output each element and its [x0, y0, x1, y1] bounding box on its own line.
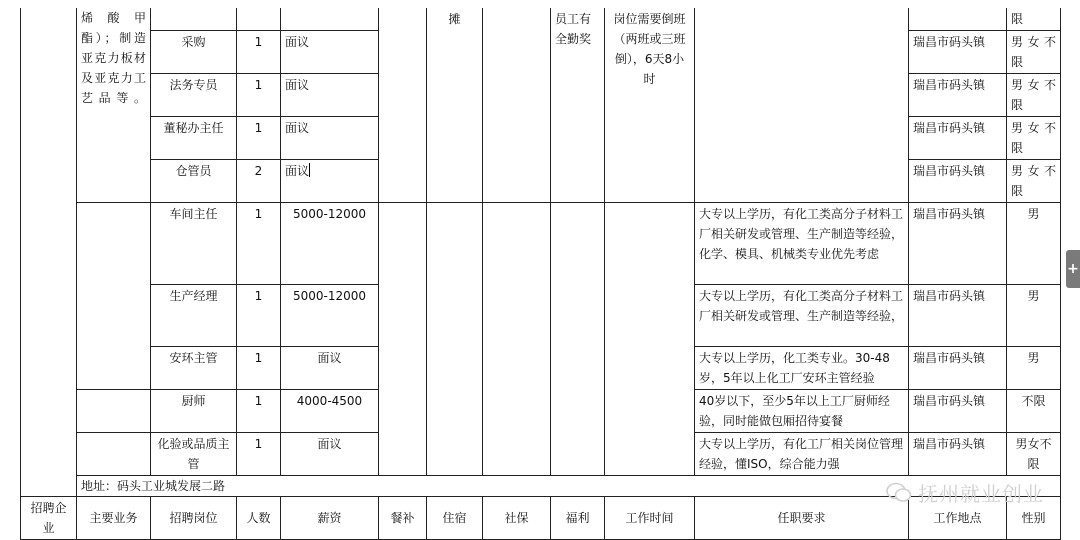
- count-cell: 1: [237, 203, 281, 285]
- header-worktime: 工作时间: [605, 497, 695, 540]
- gender-cell: 限: [1007, 8, 1061, 31]
- location-cell: 瑞昌市码头镇: [909, 31, 1007, 74]
- salary-cell: 面议: [281, 117, 379, 160]
- location-cell: 瑞昌市码头镇: [909, 74, 1007, 117]
- header-company: 招聘企业: [21, 497, 77, 540]
- position-cell: 车间主任: [151, 203, 237, 285]
- count-cell: 1: [237, 117, 281, 160]
- count-cell: 1: [237, 347, 281, 390]
- job-listing-table: [20, 8, 1061, 540]
- wechat-icon: [886, 482, 912, 504]
- side-expand-tab[interactable]: +: [1066, 250, 1080, 288]
- header-count: 人数: [237, 497, 281, 540]
- count-cell: 1: [237, 31, 281, 74]
- count-cell: 1: [237, 74, 281, 117]
- gender-cell: 不限: [1007, 390, 1061, 433]
- gender-cell: 男: [1007, 347, 1061, 390]
- worktime-cell: 岗位需要倒班（两班或三班倒），6天8小时: [605, 8, 695, 203]
- requirement-cell: 大专以上学历，有化工厂相关岗位管理经验，懂ISO，综合能力强: [695, 433, 909, 476]
- count-cell: 1: [237, 433, 281, 476]
- welfare-cell: 员工有全勤奖: [551, 8, 605, 203]
- salary-cell: 面议: [281, 347, 379, 390]
- position-cell: 董秘办主任: [151, 117, 237, 160]
- location-cell: 瑞昌市码头镇: [909, 117, 1007, 160]
- requirement-cell: 大专以上学历，有化工类高分子材料工厂相关研发或管理、生产制造等经验，化学、模具、机械类专业优先考虑: [695, 203, 909, 285]
- location-cell: 瑞昌市码头镇: [909, 285, 1007, 347]
- salary-cell: 5000-12000: [281, 285, 379, 347]
- position-cell: 法务专员: [151, 74, 237, 117]
- header-position: 招聘岗位: [151, 497, 237, 540]
- salary-cell: 面议: [281, 433, 379, 476]
- watermark-text: 抚州就业创业: [918, 482, 1044, 506]
- header-requirement: 任职要求: [695, 497, 909, 540]
- count-cell: 1: [237, 285, 281, 347]
- count-cell: 1: [237, 390, 281, 433]
- table-row: [21, 8, 1061, 31]
- location-cell: 瑞昌市码头镇: [909, 390, 1007, 433]
- company-cell: [21, 8, 77, 497]
- location-cell: 瑞昌市码头镇: [909, 433, 1007, 476]
- table-row: [21, 203, 1061, 285]
- header-insurance: 社保: [483, 497, 551, 540]
- position-cell: 厨师: [151, 390, 237, 433]
- gender-cell: 男: [1007, 203, 1061, 285]
- position-cell: 安环主管: [151, 347, 237, 390]
- salary-cell: 面议: [281, 31, 379, 74]
- header-business: 主要业务: [77, 497, 151, 540]
- position-cell: 化验或品质主管: [151, 433, 237, 476]
- requirement-cell: 大专以上学历，化工类专业。30-48岁，5年以上化工厂安环主管经验: [695, 347, 909, 390]
- gender-cell: 男: [1007, 285, 1061, 347]
- meal-cell: 摊: [427, 8, 483, 203]
- requirement-cell: 大专以上学历，有化工类高分子材料工厂相关研发或管理、生产制造等经验，: [695, 285, 909, 347]
- gender-cell: 男女不限: [1007, 160, 1061, 203]
- header-gender: 性别: [1007, 497, 1061, 540]
- address-cell: 地址：码头工业城发展二路: [77, 476, 1061, 497]
- gender-cell: 男女不限: [1007, 74, 1061, 117]
- requirement-cell: 40岁以下，至少5年以上工厂厨师经验，同时能做包厢招待宴餐: [695, 390, 909, 433]
- gender-cell: 男女不限: [1007, 31, 1061, 74]
- location-cell: 瑞昌市码头镇: [909, 203, 1007, 285]
- position-cell: 仓管员: [151, 160, 237, 203]
- gender-cell: 男女不限: [1007, 433, 1061, 476]
- header-meal: 餐补: [379, 497, 427, 540]
- business-cell: 烯酸甲酯）；制造亚克力板材及亚克力工艺品等。: [77, 8, 151, 203]
- header-housing: 住宿: [427, 497, 483, 540]
- position-cell: 生产经理: [151, 285, 237, 347]
- location-cell: 瑞昌市码头镇: [909, 160, 1007, 203]
- salary-cell: 5000-12000: [281, 203, 379, 285]
- header-salary: 薪资: [281, 497, 379, 540]
- salary-cell: 4000-4500: [281, 390, 379, 433]
- header-location: 工作地点: [909, 497, 1007, 540]
- position-cell: 采购: [151, 31, 237, 74]
- header-welfare: 福利: [551, 497, 605, 540]
- watermark: [886, 478, 1044, 507]
- text-cursor: [309, 163, 310, 177]
- location-cell: 瑞昌市码头镇: [909, 347, 1007, 390]
- salary-cell: 面议: [281, 74, 379, 117]
- salary-cell[interactable]: 面议: [281, 160, 379, 203]
- gender-cell: 男女不限: [1007, 117, 1061, 160]
- count-cell: 2: [237, 160, 281, 203]
